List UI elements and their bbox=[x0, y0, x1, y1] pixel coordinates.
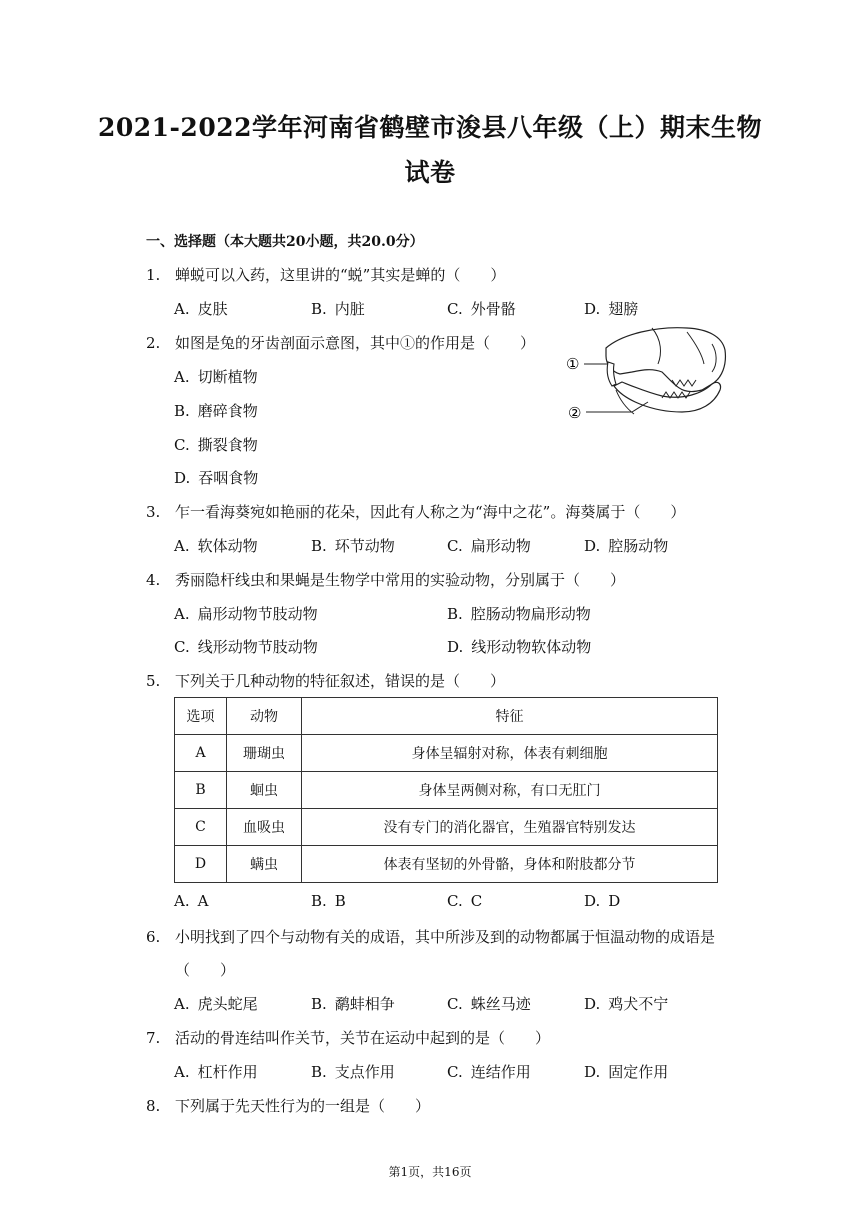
section-heading: 一、选择题（本大题共20小题，共20.0分） bbox=[146, 234, 424, 250]
question-6-bracket: （ ） bbox=[175, 961, 236, 979]
question-number: 6. bbox=[146, 928, 161, 946]
question-number: 4. bbox=[146, 571, 161, 589]
question-number: 2. bbox=[146, 334, 161, 352]
question-number: 5. bbox=[146, 672, 161, 690]
table-cell: D bbox=[175, 846, 227, 883]
option-a[interactable]: A. A bbox=[174, 892, 209, 910]
figure-label-1: ① bbox=[566, 355, 580, 373]
table-cell: B bbox=[175, 772, 227, 809]
option-b[interactable]: B. 支点作用 bbox=[311, 1063, 395, 1081]
table-cell: 体表有坚韧的外骨骼，身体和附肢都分节 bbox=[302, 846, 718, 883]
table-header-row bbox=[175, 698, 718, 735]
option-a[interactable]: A. 扁形动物节肢动物 bbox=[174, 605, 318, 623]
question-4 bbox=[146, 569, 625, 590]
table-row bbox=[175, 846, 718, 883]
question-6 bbox=[146, 926, 715, 947]
table-cell: 珊瑚虫 bbox=[227, 735, 302, 772]
option-d[interactable]: D. 固定作用 bbox=[584, 1063, 669, 1081]
question-text: 乍一看海葵宛如艳丽的花朵，因此有人称之为“海中之花”。海葵属于（ ） bbox=[175, 503, 686, 521]
question-7 bbox=[146, 1027, 550, 1048]
figure-label-2: ② bbox=[568, 404, 582, 422]
option-c[interactable]: C. 蛛丝马迹 bbox=[447, 995, 531, 1013]
page-footer: 第1页，共16页 bbox=[388, 1165, 472, 1179]
table-cell: C bbox=[175, 809, 227, 846]
table-cell: A bbox=[175, 735, 227, 772]
option-a[interactable]: A. 皮肤 bbox=[174, 300, 228, 318]
question-text: 蝉蜕可以入药，这里讲的“蜕”其实是蝉的（ ） bbox=[175, 266, 506, 284]
option-c[interactable]: C. 外骨骼 bbox=[447, 300, 516, 318]
question-number: 1. bbox=[146, 266, 161, 284]
option-c[interactable]: C. 扁形动物 bbox=[447, 537, 531, 555]
table-cell: 蛔虫 bbox=[227, 772, 302, 809]
table-cell: 身体呈两侧对称，有口无肛门 bbox=[302, 772, 718, 809]
option-b[interactable]: B. B bbox=[311, 892, 346, 910]
question-1 bbox=[146, 264, 505, 285]
table-header: 动物 bbox=[227, 698, 302, 735]
option-c[interactable]: C. 连结作用 bbox=[447, 1063, 531, 1081]
document-title-line2: 试卷 bbox=[404, 158, 456, 187]
option-d[interactable]: D. 鸡犬不宁 bbox=[584, 995, 669, 1013]
option-b[interactable]: B. 鹬蚌相争 bbox=[311, 995, 395, 1013]
question-text: 小明找到了四个与动物有关的成语，其中所涉及到的动物都属于恒温动物的成语是 bbox=[175, 928, 716, 946]
option-b[interactable]: B. 内脏 bbox=[311, 300, 365, 318]
question-text: 下列属于先天性行为的一组是（ ） bbox=[175, 1097, 431, 1115]
option-d[interactable]: D. D bbox=[584, 892, 621, 910]
question-2 bbox=[146, 332, 535, 353]
question-number: 7. bbox=[146, 1029, 161, 1047]
question-text: 下列关于几种动物的特征叙述，错误的是（ ） bbox=[175, 672, 506, 690]
option-b[interactable]: B. 磨碎食物 bbox=[174, 402, 258, 420]
option-a[interactable]: A. 软体动物 bbox=[174, 537, 258, 555]
table-cell: 螨虫 bbox=[227, 846, 302, 883]
option-a[interactable]: A. 杠杆作用 bbox=[174, 1063, 258, 1081]
option-a[interactable]: A. 虎头蛇尾 bbox=[174, 995, 258, 1013]
table-header: 特征 bbox=[302, 698, 718, 735]
question-text: 如图是兔的牙齿剖面示意图，其中①的作用是（ ） bbox=[175, 334, 536, 352]
option-b[interactable]: B. 腔肠动物扁形动物 bbox=[447, 605, 591, 623]
document-title-line1: 2021-2022学年河南省鹤壁市浚县八年级（上）期末生物 bbox=[97, 113, 763, 142]
question-8 bbox=[146, 1095, 430, 1116]
option-a[interactable]: A. 切断植物 bbox=[174, 368, 258, 386]
table-row bbox=[175, 772, 718, 809]
question-text: 活动的骨连结叫作关节，关节在运动中起到的是（ ） bbox=[175, 1029, 551, 1047]
option-d[interactable]: D. 翅膀 bbox=[584, 300, 639, 318]
option-d[interactable]: D. 吞咽食物 bbox=[174, 469, 259, 487]
table-row bbox=[175, 809, 718, 846]
option-b[interactable]: B. 环节动物 bbox=[311, 537, 395, 555]
question-5 bbox=[146, 670, 505, 691]
question-text: 秀丽隐杆线虫和果蝇是生物学中常用的实验动物，分别属于（ ） bbox=[175, 571, 626, 589]
option-c[interactable]: C. 线形动物节肢动物 bbox=[174, 638, 318, 656]
question-number: 3. bbox=[146, 503, 161, 521]
rabbit-teeth-figure bbox=[562, 320, 732, 430]
table-header: 选项 bbox=[175, 698, 227, 735]
table-row bbox=[175, 735, 718, 772]
option-c[interactable]: C. C bbox=[447, 892, 483, 910]
option-d[interactable]: D. 腔肠动物 bbox=[584, 537, 669, 555]
table-cell: 没有专门的消化器官，生殖器官特别发达 bbox=[302, 809, 718, 846]
table-cell: 身体呈辐射对称，体表有刺细胞 bbox=[302, 735, 718, 772]
question-3 bbox=[146, 501, 685, 522]
option-d[interactable]: D. 线形动物软体动物 bbox=[447, 638, 592, 656]
question-number: 8. bbox=[146, 1097, 161, 1115]
table-cell: 血吸虫 bbox=[227, 809, 302, 846]
option-c[interactable]: C. 撕裂食物 bbox=[174, 436, 258, 454]
animal-features-table bbox=[174, 697, 718, 883]
